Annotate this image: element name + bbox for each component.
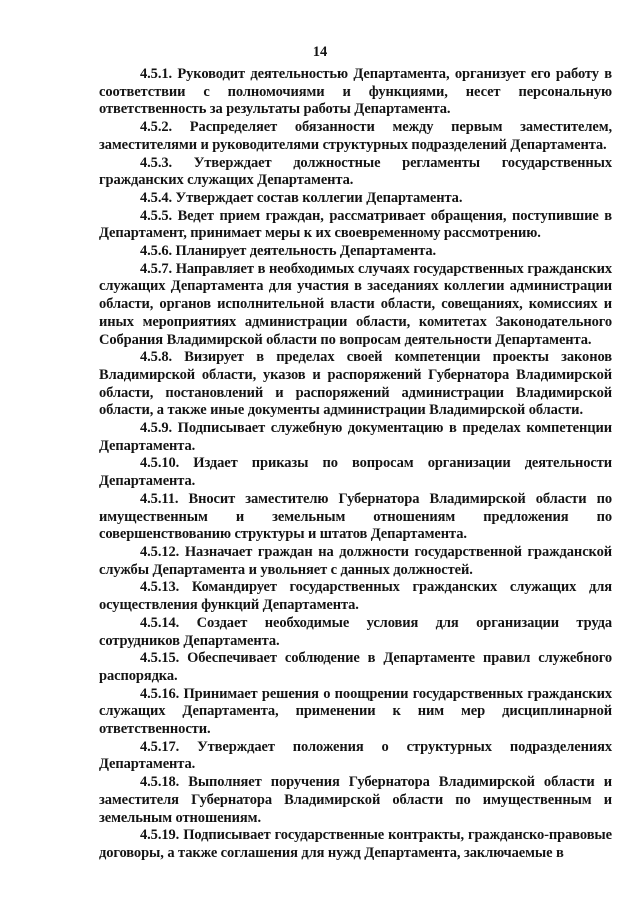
paragraph-4-5-4: 4.5.4. Утверждает состав коллегии Департамента. [140,189,463,206]
paragraph-4-5-12: 4.5.12. Назначает граждан на должности государственной гражданской службы Департамента и увольняет с данных должностей. [99,543,612,578]
paragraph-4-5-14: 4.5.14. Создает необходимые условия для организации труда сотрудников Департамента. [99,614,612,649]
document-body [99,66,612,863]
paragraph-4-5-18: 4.5.18. Выполняет поручения Губернатора Владимирской области и заместителя Губернатора Владимирской области по имущественным и земельным отношениям. [99,774,612,826]
paragraph-4-5-11: 4.5.11. Вносит заместителю Губернатора Владимирской области по имущественным и земельным отношениям предложения по совершенствованию структуры и штатов Департамента. [99,490,612,543]
paragraph-4-5-3: 4.5.3. Утверждает должностные регламенты государственных гражданских служащих Департамента. [99,154,612,189]
paragraph-4-5-2: 4.5.2. Распределяет обязанности между первым заместителем, заместителями и руководителями структурных подразделений Департамента. [99,119,612,153]
paragraph-4-5-7: 4.5.7. Направляет в необходимых случаях государственных гражданских служащих Департамента для участия в заседаниях коллегии администрации области, органов исполнительной власти области, совещаниях, комиссиях и иных мероприятиях администрации области, комитетах Законодательного Собрания Владимирской области по вопросам деятельности Департамента. [99,260,612,348]
paragraph-4-5-8: 4.5.8. Визирует в пределах своей компетенции проекты законов Владимирской области, указов и распоряжений Губернатора Владимирской области, постановлений и распоряжений администрации Владимирской области, а также иные документы администрации Владимирской области. [99,349,612,419]
paragraph-4-5-17: 4.5.17. Утверждает положения о структурных подразделениях Департамента. [99,738,612,773]
paragraph-4-5-5: 4.5.5. Ведет прием граждан, рассматривает обращения, поступившие в Департамент, принимает меры к их своевременному рассмотрению. [99,207,612,242]
paragraph-4-5-9: 4.5.9. Подписывает служебную документацию в пределах компетенции Департамента. [99,420,612,454]
page-number: 14 [312,44,328,60]
paragraph-4-5-19: 4.5.19. Подписывает государственные контракты, гражданско-правовые договоры, а также соглашения для нужд Департамента, заключаемые в [99,827,612,861]
paragraph-4-5-10: 4.5.10. Издает приказы по вопросам организации деятельности Департамента. [99,455,612,490]
paragraph-4-5-6: 4.5.6. Планирует деятельность Департамента. [140,243,437,260]
paragraph-4-5-16: 4.5.16. Принимает решения о поощрении государственных гражданских служащих Департамента, применении к ним мер дисциплинарной ответственности. [99,685,612,738]
paragraph-4-5-15: 4.5.15. Обеспечивает соблюдение в Департаменте правил служебного распорядка. [99,650,612,684]
paragraph-4-5-13: 4.5.13. Командирует государственных гражданских служащих для осуществления функций Департамента. [99,579,612,614]
paragraph-4-5-1: 4.5.1. Руководит деятельностью Департамента, организует его работу в соответствии с полномочиями и функциями, несет персональную ответственность за результаты работы Департамента. [99,66,612,118]
